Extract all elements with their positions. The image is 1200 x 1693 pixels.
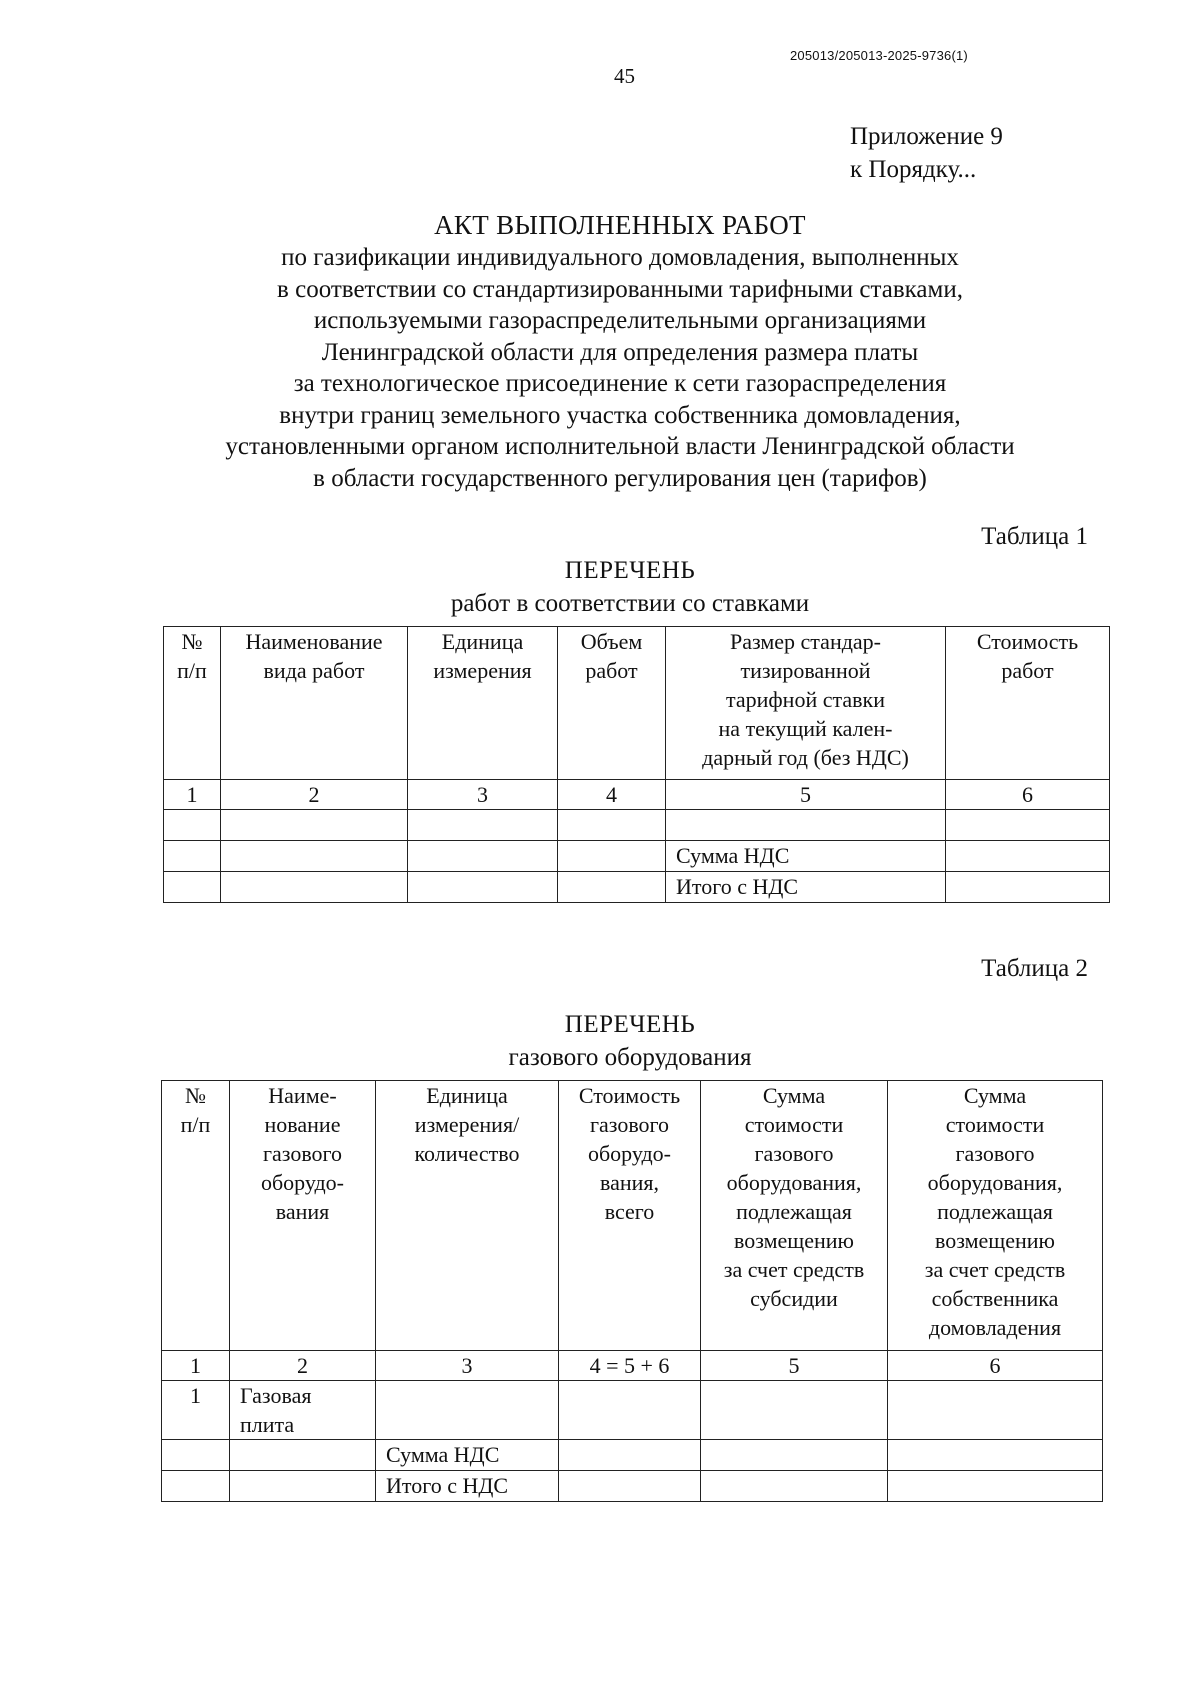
- column-number-row: [164, 780, 1110, 810]
- vat-label: Сумма НДС: [666, 841, 946, 872]
- table-cell: [888, 1471, 1103, 1502]
- table-1-subtitle: работ в соответствии со ставками: [450, 590, 810, 617]
- column-number: 1: [164, 780, 221, 810]
- act-description-line: установленными органом исполнительной власти Ленинградской области: [225, 433, 1015, 460]
- vat-row: [164, 841, 1110, 872]
- gas-stove-row: [162, 1381, 1103, 1440]
- table-cell: [221, 872, 408, 903]
- column-header: Объем работ: [558, 627, 666, 780]
- works-table: [163, 626, 1110, 903]
- table-cell: [666, 810, 946, 841]
- column-number: 4: [558, 780, 666, 810]
- table-cell: [559, 1440, 701, 1471]
- column-number: 6: [946, 780, 1110, 810]
- column-number: 2: [221, 780, 408, 810]
- table-1-label: Таблица 1: [981, 523, 1088, 550]
- table-cell: [701, 1440, 888, 1471]
- column-header: Сумма стоимости газового оборудования, подлежащая возмещению за счет средств субсидии: [701, 1081, 888, 1351]
- table-cell: [558, 810, 666, 841]
- table-row: [164, 810, 1110, 841]
- vat-row: [162, 1440, 1103, 1471]
- act-description-line: используемыми газораспределительными организациями: [313, 307, 927, 334]
- act-description-line: Ленинградской области для определения размера платы: [321, 338, 919, 366]
- document-id: 205013/205013-2025-9736(1): [790, 48, 968, 63]
- table-cell: [558, 872, 666, 903]
- total-row: [162, 1471, 1103, 1502]
- table-2-subtitle: газового оборудования: [508, 1044, 752, 1071]
- act-title: АКТ ВЫПОЛНЕННЫХ РАБОТ: [434, 210, 806, 240]
- table-cell: [946, 872, 1110, 903]
- column-number-row: [162, 1351, 1103, 1381]
- act-description: [150, 242, 1090, 494]
- table-1-title: ПЕРЕЧЕНЬ: [564, 557, 696, 584]
- table-2-heading: [160, 1008, 1100, 1074]
- table-cell: [558, 841, 666, 872]
- table-cell: [408, 841, 558, 872]
- column-number: 1: [162, 1351, 230, 1381]
- table-cell: [408, 810, 558, 841]
- table-cell: [701, 1471, 888, 1502]
- total-label: Итого с НДС: [376, 1471, 559, 1502]
- table-cell: [946, 810, 1110, 841]
- table-cell: [408, 872, 558, 903]
- total-row: [164, 872, 1110, 903]
- table-header-row: [164, 627, 1110, 780]
- column-header: Сумма стоимости газового оборудования, подлежащая возмещению за счет средств собственника домовладения: [888, 1081, 1103, 1351]
- column-header: Единица измерения: [408, 627, 558, 780]
- row-number: 1: [162, 1381, 230, 1440]
- column-number: 5: [666, 780, 946, 810]
- table-cell: [162, 1440, 230, 1471]
- equipment-name: Газовая плита: [230, 1381, 376, 1440]
- column-number: 3: [376, 1351, 559, 1381]
- vat-label: Сумма НДС: [376, 1440, 559, 1471]
- act-description-line: в области государственного регулирования цен (тарифов): [313, 464, 927, 492]
- column-number: 4 = 5 + 6: [559, 1351, 701, 1381]
- equipment-table: [161, 1080, 1103, 1502]
- table-cell: [164, 841, 221, 872]
- column-header: Стоимость работ: [946, 627, 1110, 780]
- table-2-label: Таблица 2: [981, 955, 1088, 982]
- table-cell: [946, 841, 1110, 872]
- column-header: Размер стандар- тизированной тарифной ставки на текущий кален- дарный год (без НДС): [666, 627, 946, 780]
- column-header: № п/п: [162, 1081, 230, 1351]
- table-cell: [230, 1471, 376, 1502]
- table-cell: [164, 872, 221, 903]
- act-description-line: по газификации индивидуального домовладения, выполненных: [281, 244, 959, 271]
- column-header: Наименование вида работ: [221, 627, 408, 780]
- table-cell: [221, 810, 408, 841]
- table-header-row: [162, 1081, 1103, 1351]
- annex-line-1: Приложение 9: [850, 123, 1003, 150]
- table-cell: [559, 1381, 701, 1440]
- column-number: 5: [701, 1351, 888, 1381]
- column-number: 3: [408, 780, 558, 810]
- column-header: Стоимость газового оборудо- вания, всего: [559, 1081, 701, 1351]
- table-cell: [221, 841, 408, 872]
- table-cell: [376, 1381, 559, 1440]
- page-number: 45: [614, 64, 635, 88]
- act-description-line: за технологическое присоединение к сети газораспределения: [293, 370, 947, 397]
- table-cell: [164, 810, 221, 841]
- table-cell: [888, 1381, 1103, 1440]
- table-cell: [888, 1440, 1103, 1471]
- table-cell: [162, 1471, 230, 1502]
- table-cell: [559, 1471, 701, 1502]
- act-title-block: [150, 208, 1090, 494]
- column-header: Единица измерения/ количество: [376, 1081, 559, 1351]
- table-cell: [230, 1440, 376, 1471]
- act-description-line: в соответствии со стандартизированными тарифными ставками,: [277, 275, 963, 303]
- column-header: № п/п: [164, 627, 221, 780]
- column-number: 2: [230, 1351, 376, 1381]
- table-cell: [701, 1381, 888, 1440]
- total-label: Итого с НДС: [666, 872, 946, 903]
- table-1-heading: [160, 554, 1100, 620]
- column-header: Наиме- нование газового оборудо- вания: [230, 1081, 376, 1351]
- column-number: 6: [888, 1351, 1103, 1381]
- act-description-line: внутри границ земельного участка собственника домовладения,: [279, 401, 961, 429]
- annex-line-2: к Порядку...: [850, 156, 977, 183]
- table-2-title: ПЕРЕЧЕНЬ: [564, 1011, 696, 1038]
- annex-reference: [850, 120, 1003, 186]
